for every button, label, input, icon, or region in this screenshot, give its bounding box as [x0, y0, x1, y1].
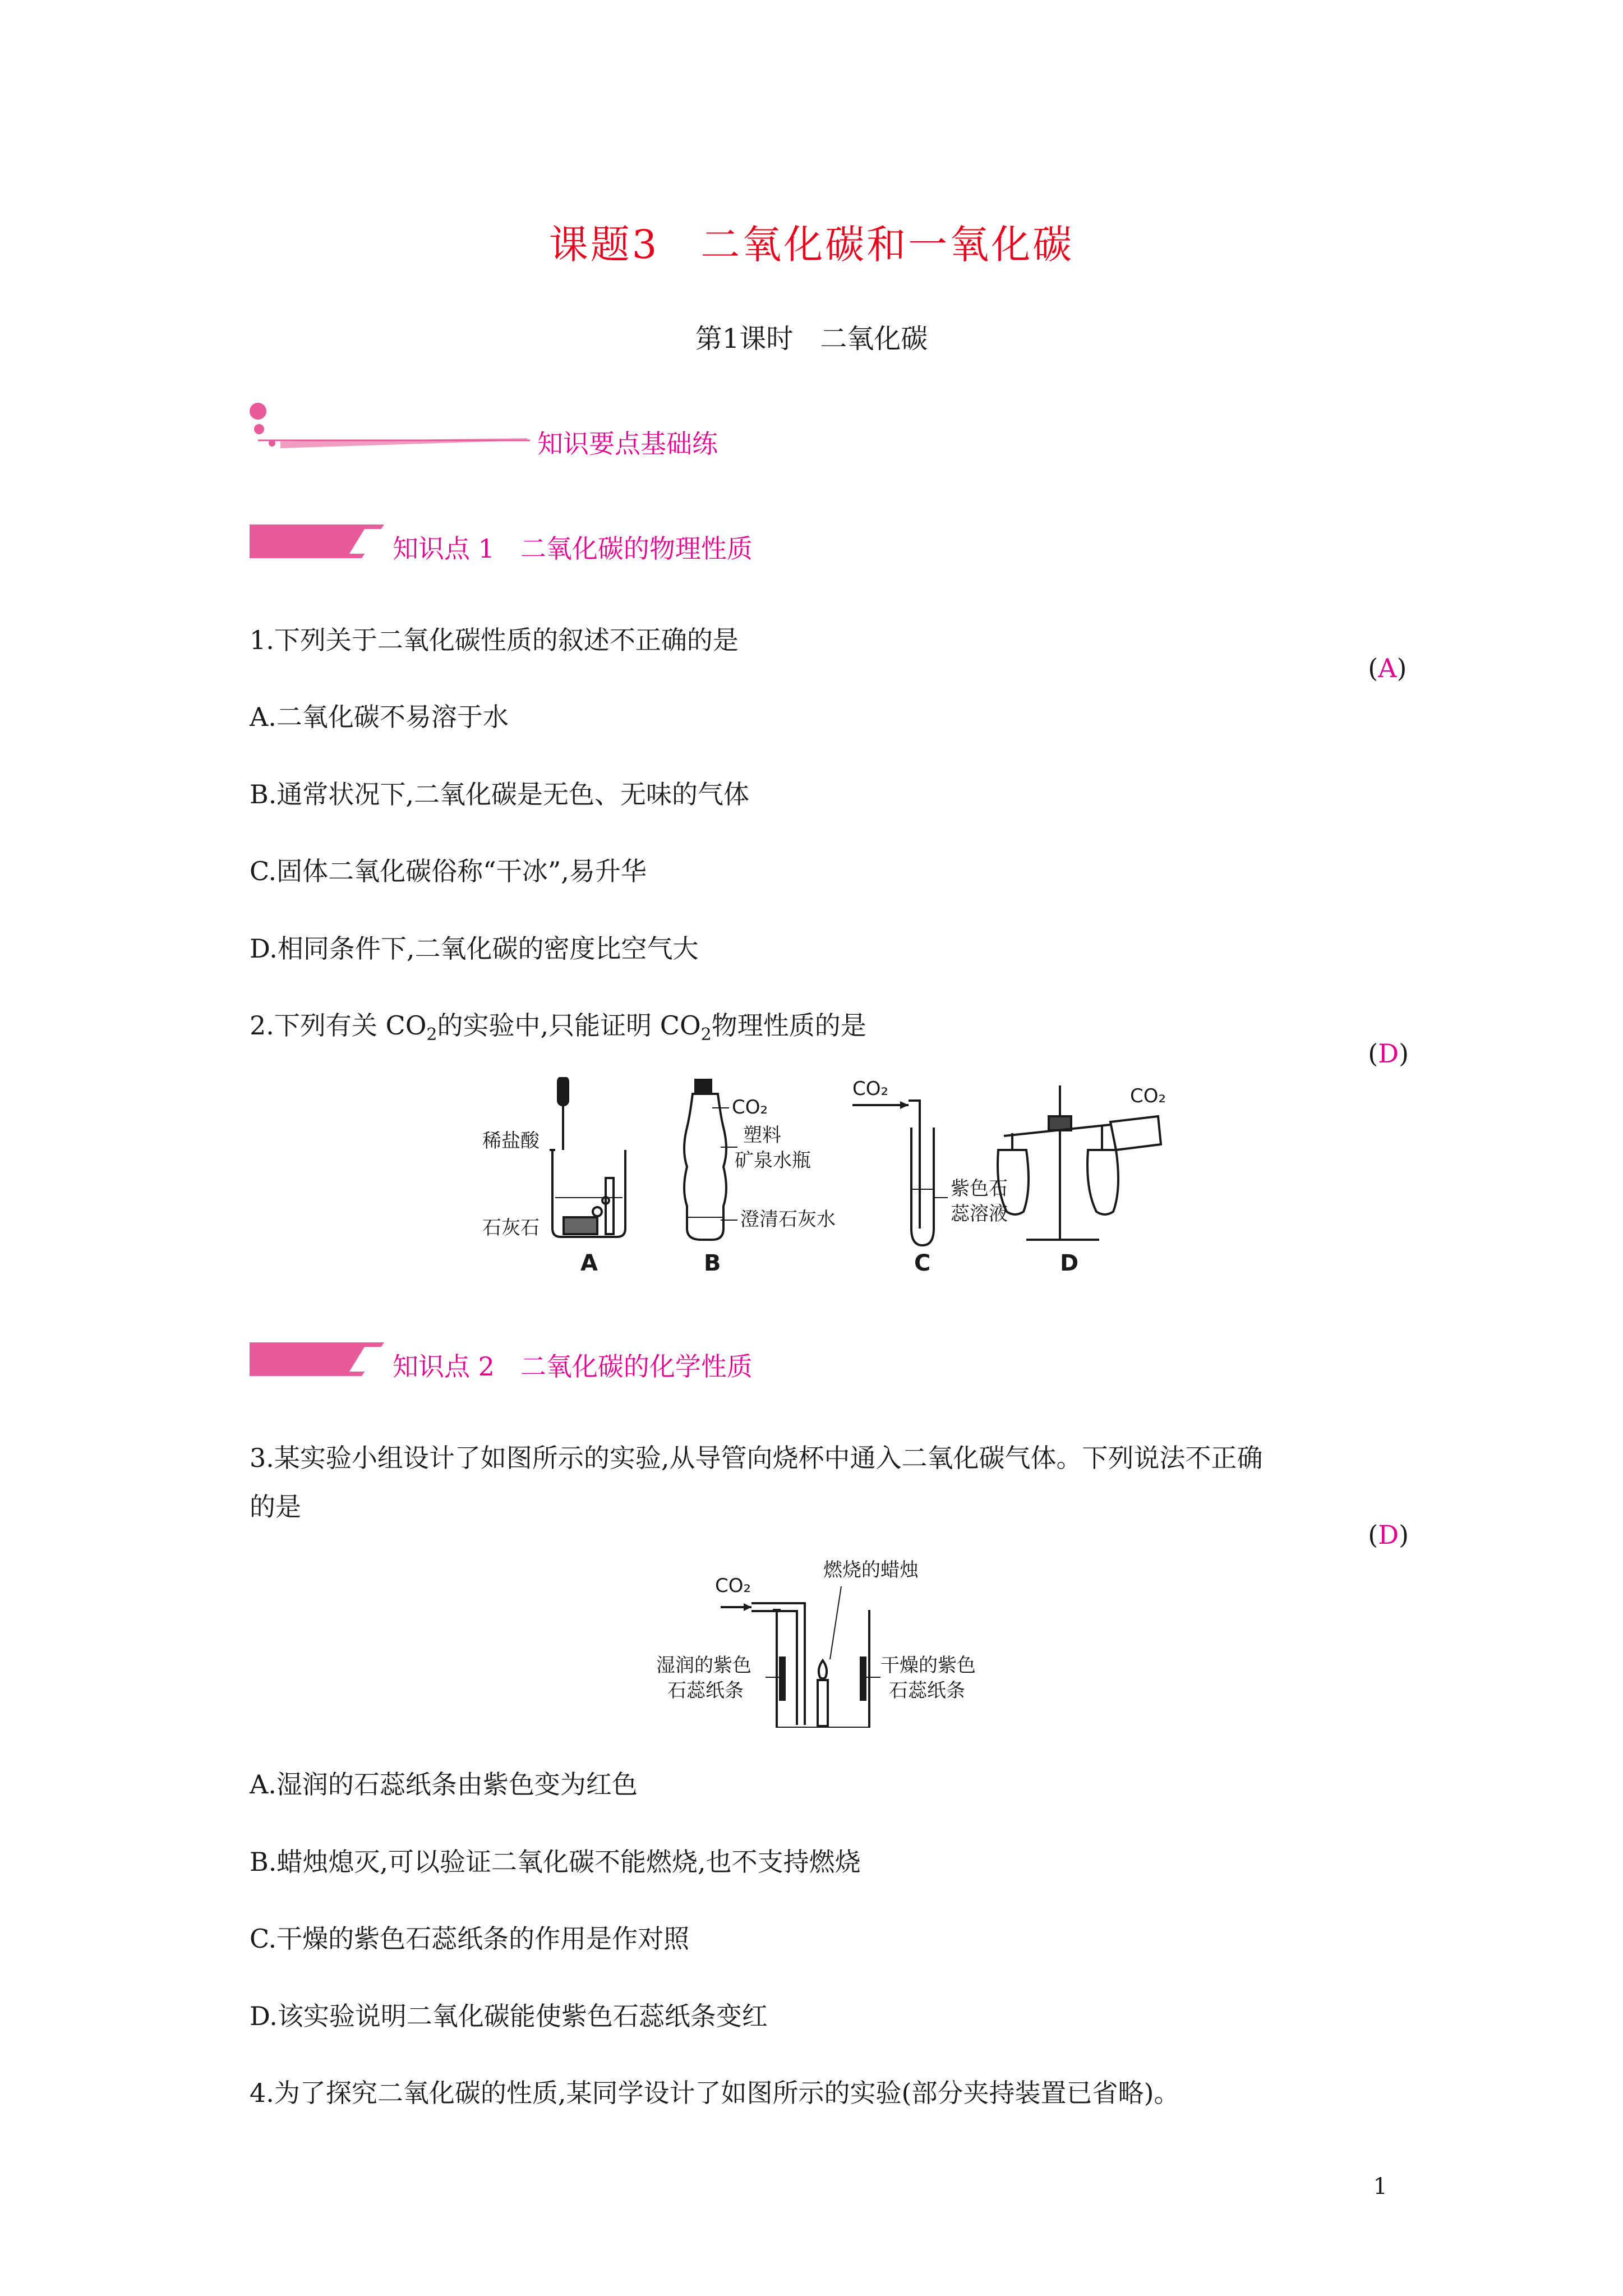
- question-2-figure: [465, 1077, 1172, 1290]
- label-dilute-hcl: 稀盐酸: [482, 1130, 540, 1152]
- question-3-figure: [651, 1559, 1043, 1728]
- knowledge-point-tag: [250, 524, 384, 558]
- label-co2-c: CO₂: [852, 1078, 889, 1100]
- label-a: A: [580, 1250, 598, 1276]
- apparatus-d: [998, 1085, 1161, 1240]
- knowledge-point-2-label: 知识点 2 二氧化碳的化学性质: [393, 1351, 753, 1382]
- question-3-stem-line-1: 3.某实验小组设计了如图所示的实验,从导管向烧杯中通入二氧化碳气体。下列说法不正确: [250, 1443, 1263, 1473]
- page-number: 1: [1373, 2174, 1387, 2200]
- question-1-answer: (A): [1368, 653, 1407, 683]
- label-co2-d: CO₂: [1130, 1085, 1166, 1107]
- section-banner-label: 知识要点基础练: [537, 429, 718, 459]
- label-wet-strip-2: 石蕊纸条: [667, 1680, 744, 1702]
- question-3-option-b: B.蜡烛熄灭,可以验证二氧化碳不能燃烧,也不支持燃烧: [250, 1847, 861, 1877]
- label-bottle: 矿泉水瓶: [735, 1149, 811, 1172]
- lesson-title: 课题3 二氧化碳和一氧化碳: [548, 222, 1075, 268]
- label-limestone: 石灰石: [482, 1217, 540, 1239]
- knowledge-point-1-label: 知识点 1 二氧化碳的物理性质: [393, 533, 753, 564]
- question-3-option-d: D.该实验说明二氧化碳能使紫色石蕊纸条变红: [250, 2001, 768, 2031]
- label-dry-strip-1: 干燥的紫色: [880, 1654, 976, 1677]
- label-burning-candle: 燃烧的蜡烛: [823, 1559, 919, 1581]
- question-3-option-c: C.干燥的紫色石蕊纸条的作用是作对照: [250, 1924, 690, 1954]
- question-4-stem: 4.为了探究二氧化碳的性质,某同学设计了如图所示的实验(部分夹持装置已省略)。: [250, 2078, 1180, 2108]
- lesson-subtitle: 第1课时 二氧化碳: [695, 323, 928, 355]
- question-3-answer: (D): [1368, 1520, 1409, 1550]
- apparatus-b: [684, 1080, 737, 1240]
- label-wet-strip-1: 湿润的紫色: [656, 1654, 751, 1677]
- knowledge-point-tag: [250, 1342, 384, 1376]
- label-plastic: 塑料: [743, 1124, 781, 1147]
- label-b: B: [704, 1250, 721, 1276]
- question-2-answer: (D): [1368, 1038, 1409, 1069]
- question-3-stem-line-2: 的是: [250, 1492, 301, 1522]
- question-1-option-b: B.通常状况下,二氧化碳是无色、无味的气体: [250, 779, 750, 809]
- question-1-option-c: C.固体二氧化碳俗称“干冰”,易升华: [250, 856, 647, 886]
- label-d: D: [1060, 1250, 1079, 1276]
- question-2-stem: 2.下列有关 $CO_2$的实验中,只能证明 $CO_2$物理性质的是: [250, 1010, 866, 1045]
- label-litmus-2: 蕊溶液: [951, 1203, 1008, 1225]
- question-1-stem: 1.下列关于二氧化碳性质的叙述不正确的是: [250, 625, 739, 655]
- question-3-option-a: A.湿润的石蕊纸条由紫色变为红色: [250, 1769, 638, 1800]
- apparatus-a: [550, 1077, 625, 1237]
- label-c: C: [914, 1250, 931, 1276]
- question-1-option-a: A.二氧化碳不易溶于水: [250, 702, 509, 732]
- label-dry-strip-2: 石蕊纸条: [889, 1680, 965, 1702]
- label-litmus-1: 紫色石: [951, 1177, 1008, 1200]
- label-co2-q3: CO₂: [715, 1575, 751, 1597]
- section-banner-decoration: [247, 395, 538, 457]
- label-co2-b: CO₂: [732, 1096, 768, 1119]
- apparatus-c: [852, 1101, 948, 1245]
- question-1-option-d: D.相同条件下,二氧化碳的密度比空气大: [250, 933, 699, 964]
- label-limewater: 澄清石灰水: [740, 1208, 836, 1231]
